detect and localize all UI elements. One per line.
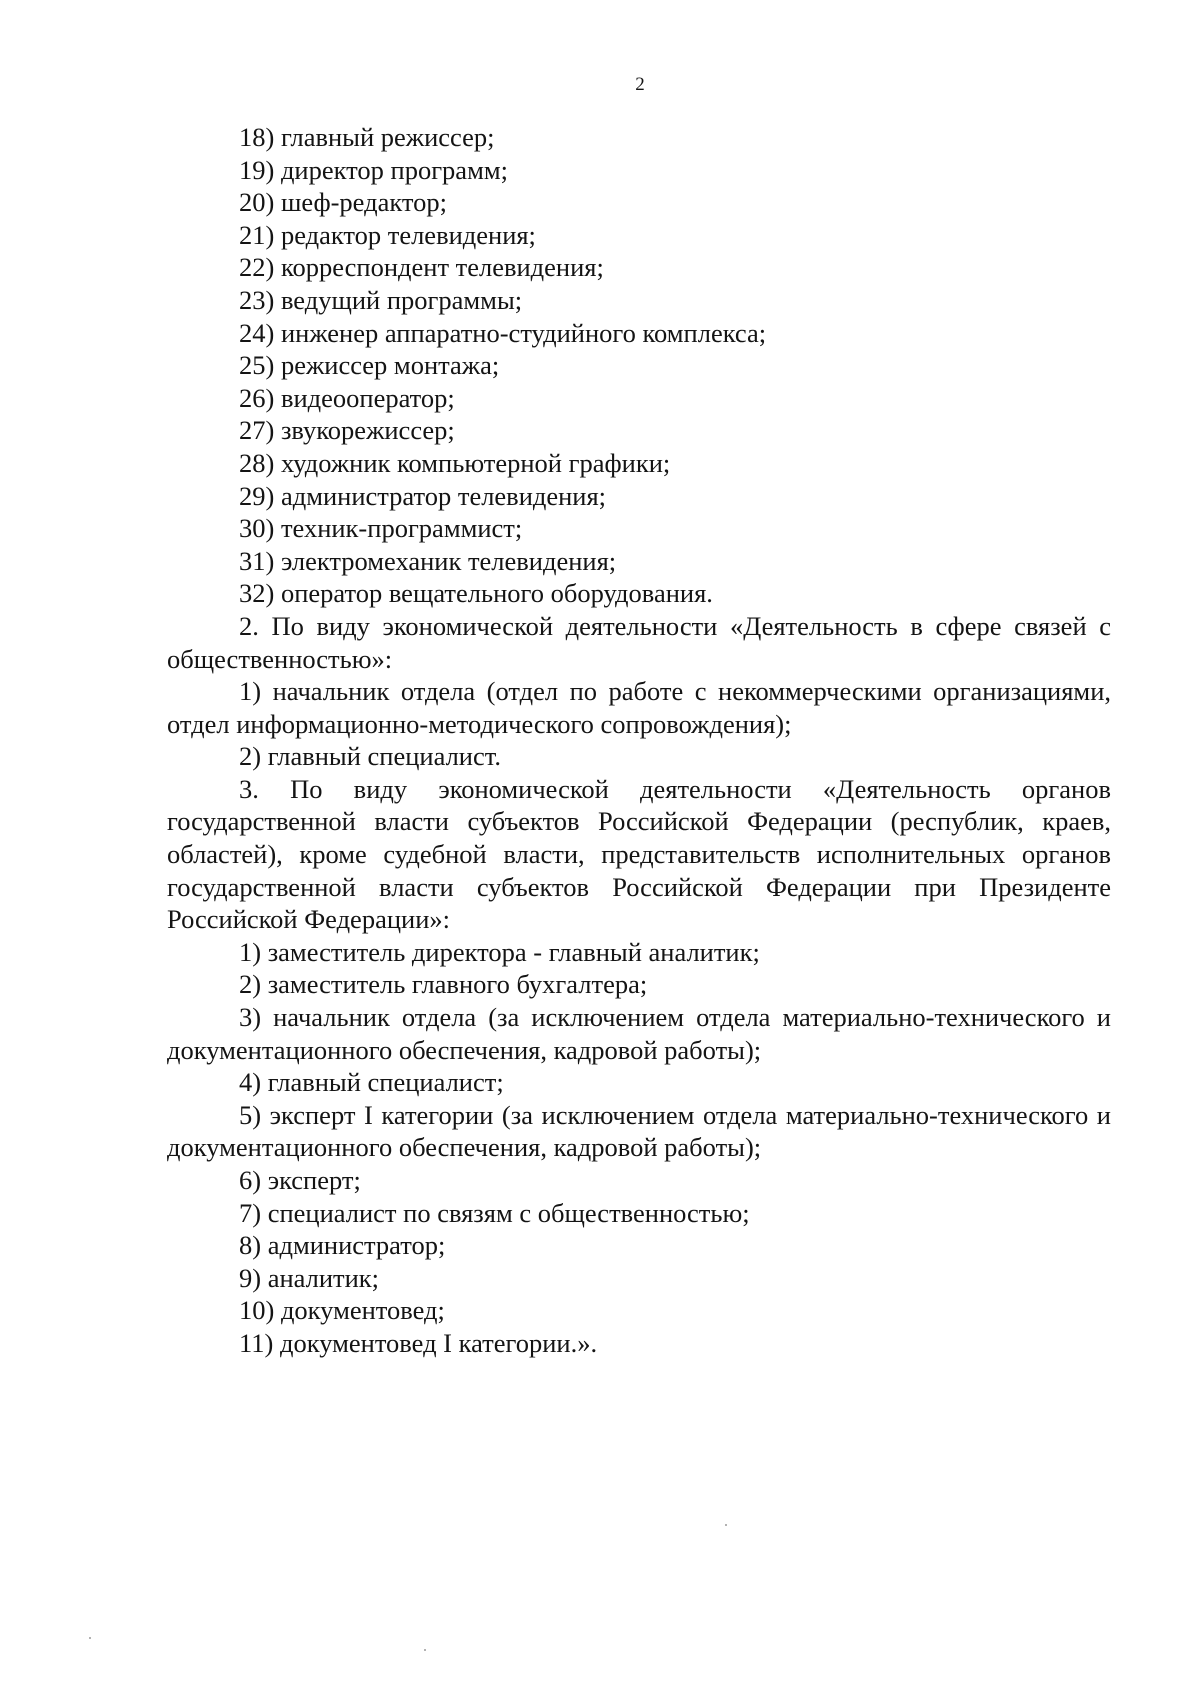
list-item: 1) заместитель директора - главный аналитик; <box>239 936 760 967</box>
list-item: 25) режиссер монтажа; <box>239 350 500 381</box>
list-item: 8) администратор; <box>239 1230 446 1261</box>
list-item: 2) главный специалист. <box>239 741 501 772</box>
list-item: 20) шеф-редактор; <box>239 187 447 218</box>
scan-speck <box>424 1649 426 1651</box>
list-item: 4) главный специалист; <box>239 1067 504 1098</box>
list-item: 1) начальник отдела (отдел по работе с некоммерческими организациями, отдел информационно-методического сопровождения); <box>167 676 1111 739</box>
list-item: 26) видеооператор; <box>239 382 455 413</box>
list-item: 23) ведущий программы; <box>239 284 523 315</box>
list-item: 6) эксперт; <box>239 1165 361 1195</box>
list-item: 32) оператор вещательного оборудования. <box>239 578 713 609</box>
list-item: 24) инженер аппаратно-студийного комплекса; <box>239 317 767 348</box>
scan-speck <box>89 1637 91 1639</box>
list-item: 30) техник-программист; <box>239 513 523 544</box>
list-item: 2) заместитель главного бухгалтера; <box>239 969 648 1000</box>
list-item: 18) главный режиссер; <box>239 122 495 152</box>
list-item: 5) эксперт I категории (за исключением отдела материально-технического и документационного обеспечения, кадровой работы); <box>167 1099 1111 1163</box>
section-2-heading: 2. По виду экономической деятельности «Деятельность в сфере связей с общественностью»: <box>167 610 1111 674</box>
list-item: 21) редактор телевидения; <box>239 219 536 250</box>
list-item: 27) звукорежиссер; <box>239 415 455 446</box>
section-3-heading: 3. По виду экономической деятельности «Деятельность органов государственной власти субъектов Российской Федерации (республик, краев, областей), кроме судебной власти, представительств исполнительных органов государственной власти субъектов Российской Федерации при Президенте Российской Федерации»: <box>167 773 1111 935</box>
list-item: 19) директор программ; <box>239 154 508 185</box>
list-item: 29) администратор телевидения; <box>239 480 607 511</box>
scan-speck <box>725 1524 727 1526</box>
document-body <box>167 121 1111 1360</box>
list-item: 9) аналитик; <box>239 1262 380 1293</box>
list-item: 11) документовед I категории.». <box>239 1327 598 1358</box>
list-item: 3) начальник отдела (за исключением отдела материально-технического и документационного обеспечения, кадровой работы); <box>167 1002 1111 1065</box>
list-item: 22) корреспондент телевидения; <box>239 252 604 283</box>
list-item: 10) документовед; <box>239 1295 445 1326</box>
list-item: 28) художник компьютерной графики; <box>239 447 671 478</box>
list-item: 7) специалист по связям с общественностью; <box>239 1197 750 1228</box>
page-number: 2 <box>635 74 645 95</box>
list-item: 31) электромеханик телевидения; <box>239 545 617 576</box>
